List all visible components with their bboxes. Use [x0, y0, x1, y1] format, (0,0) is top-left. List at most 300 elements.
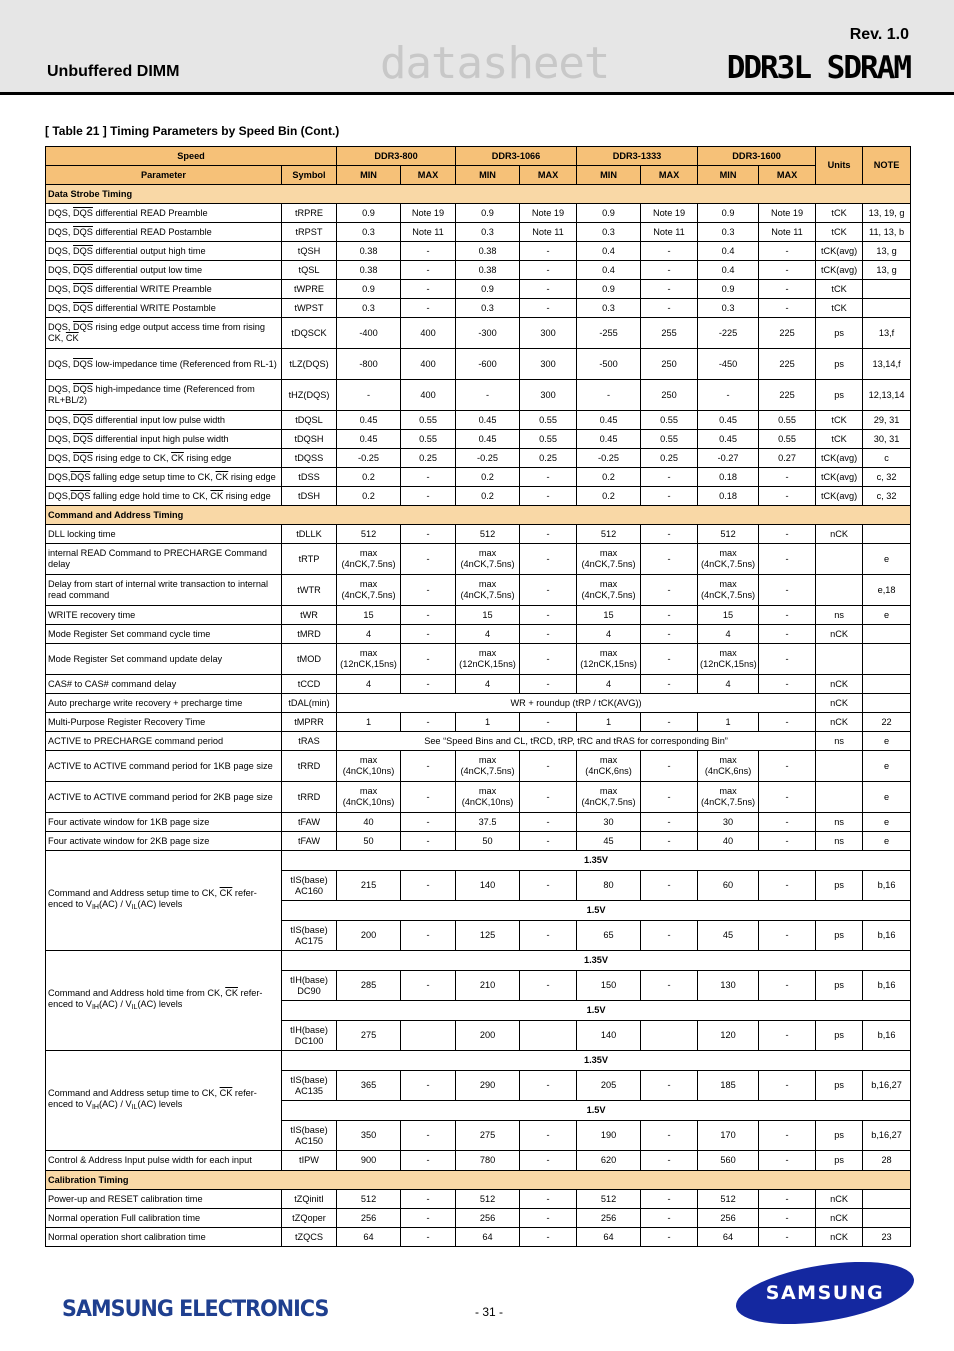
value-cell: -	[401, 625, 456, 644]
merged-value-cell: WR + roundup (tRP / tCK(AVG))	[337, 694, 816, 713]
value-cell: -	[520, 487, 577, 506]
table-row	[46, 380, 911, 411]
value-cell: 300	[520, 318, 577, 349]
value-cell: e	[863, 606, 911, 625]
value-cell: max (4nCK,7.5ns)	[456, 751, 520, 782]
value-cell: b,16	[863, 971, 911, 1001]
value-cell: -450	[698, 349, 759, 380]
value-cell: max (4nCK,7.5ns)	[698, 782, 759, 813]
table-row	[46, 487, 911, 506]
value-cell: tCK(avg)	[816, 487, 863, 506]
parameter-cell: DQS, $\overline{DQS}$ rising edge output access time from rising CK, $\overline{CK}$	[46, 318, 282, 349]
value-cell: 225	[759, 380, 816, 411]
value-cell	[641, 1021, 698, 1051]
value-cell: 780	[456, 1151, 520, 1171]
symbol-cell: tDQSCK	[282, 318, 337, 349]
section-row	[46, 185, 911, 204]
value-cell: -	[641, 1228, 698, 1247]
value-cell: -	[759, 1021, 816, 1051]
parameter-cell: DQS, $\overline{DQS}$ differential input high pulse width	[46, 430, 282, 449]
table-row	[46, 299, 911, 318]
value-cell: 130	[698, 971, 759, 1001]
note-cell	[863, 694, 911, 713]
table-row	[46, 349, 911, 380]
value-cell: 0.38	[456, 261, 520, 280]
value-cell: 0.9	[577, 204, 641, 223]
note-cell: e	[863, 732, 911, 751]
value-cell: 512	[337, 1190, 401, 1209]
parameter-cell: DQS, $\overline{DQS}$ differential input low pulse width	[46, 411, 282, 430]
value-cell: -	[759, 782, 816, 813]
value-cell: 0.45	[456, 430, 520, 449]
value-cell: 0.4	[577, 242, 641, 261]
value-cell: nCK	[816, 525, 863, 544]
value-cell: 0.9	[337, 280, 401, 299]
parameter-cell: Normal operation Full calibration time	[46, 1209, 282, 1228]
value-cell: 275	[337, 1021, 401, 1051]
value-cell: 12,13,14	[863, 380, 911, 411]
table-row	[46, 575, 911, 606]
value-cell: 40	[698, 832, 759, 851]
value-cell: Note 19	[641, 204, 698, 223]
symbol-cell: tDAL(min)	[282, 694, 337, 713]
parameter-cell: DQS, $\overline{DQS}$ differential output high time	[46, 242, 282, 261]
value-cell: 170	[698, 1121, 759, 1151]
value-cell: 0.55	[520, 411, 577, 430]
table-row	[46, 318, 911, 349]
value-cell: -500	[577, 349, 641, 380]
value-cell: 0.9	[337, 204, 401, 223]
value-cell: ps	[816, 318, 863, 349]
value-cell: 140	[456, 871, 520, 901]
value-cell: 0.45	[698, 430, 759, 449]
value-cell: 0.2	[456, 487, 520, 506]
value-cell: 256	[456, 1209, 520, 1228]
footer-brand: SAMSUNG ELECTRONICS	[62, 1297, 329, 1322]
parameter-cell: Multi-Purpose Register Recovery Time	[46, 713, 282, 732]
parameter-cell: DQS, $\overline{DQS}$ differential WRITE Postamble	[46, 299, 282, 318]
value-cell: 50	[337, 832, 401, 851]
value-cell: -	[759, 280, 816, 299]
value-cell: 0.18	[698, 487, 759, 506]
value-cell: -	[520, 544, 577, 575]
value-cell: max (12nCK,15ns)	[337, 644, 401, 675]
table-row	[46, 751, 911, 782]
value-cell: -	[401, 606, 456, 625]
voltage-label: 1.5V	[282, 1001, 911, 1021]
symbol-cell: tDSH	[282, 487, 337, 506]
symbol-cell: tRRD	[282, 751, 337, 782]
voltage-label: 1.35V	[282, 1051, 911, 1071]
value-cell: -	[401, 751, 456, 782]
symbol-cell: tQSL	[282, 261, 337, 280]
symbol-cell: tIS(base) AC160	[282, 871, 337, 901]
value-cell: 250	[641, 349, 698, 380]
parameter-cell: DQS, $\overline{DQS}$ differential WRITE Preamble	[46, 280, 282, 299]
value-cell: -	[401, 832, 456, 851]
value-cell: 0.3	[337, 299, 401, 318]
value-cell: -	[520, 971, 577, 1001]
value-cell: 0.3	[698, 223, 759, 242]
value-cell: 512	[337, 525, 401, 544]
table-row	[46, 675, 911, 694]
min-header: MIN	[577, 166, 641, 185]
value-cell: 65	[577, 921, 641, 951]
value-cell: 400	[401, 318, 456, 349]
value-cell: 13,14,f	[863, 349, 911, 380]
symbol-cell: tRAS	[282, 732, 337, 751]
table-row	[46, 449, 911, 468]
value-cell: Note 11	[641, 223, 698, 242]
value-cell: 512	[698, 1190, 759, 1209]
logo-wordmark: SAMSUNG	[765, 1282, 885, 1304]
table-row	[46, 204, 911, 223]
value-cell: 0.2	[456, 468, 520, 487]
value-cell: max (4nCK,6ns)	[698, 751, 759, 782]
value-cell: b,16	[863, 1021, 911, 1051]
value-cell	[863, 1190, 911, 1209]
value-cell: -800	[337, 349, 401, 380]
value-cell: 0.55	[759, 430, 816, 449]
value-cell: -600	[456, 349, 520, 380]
speed-bin-header: DDR3-1333	[577, 147, 698, 166]
value-cell: -	[456, 380, 520, 411]
voltage-row	[46, 951, 911, 971]
value-cell: 205	[577, 1071, 641, 1101]
value-cell: -	[641, 675, 698, 694]
value-cell: -	[641, 544, 698, 575]
value-cell: max (4nCK,7.5ns)	[337, 575, 401, 606]
value-cell: -	[759, 1209, 816, 1228]
value-cell: 350	[337, 1121, 401, 1151]
symbol-cell: tRPST	[282, 223, 337, 242]
section-title: Command and Address Timing	[46, 506, 911, 525]
value-cell: max (12nCK,15ns)	[456, 644, 520, 675]
value-cell: 0.4	[698, 261, 759, 280]
value-cell: -	[520, 832, 577, 851]
value-cell: -0.25	[456, 449, 520, 468]
value-cell: 30	[577, 813, 641, 832]
value-cell: 140	[577, 1021, 641, 1051]
value-cell: -	[759, 1071, 816, 1101]
value-cell: 60	[698, 871, 759, 901]
value-cell: -	[401, 544, 456, 575]
table-row	[46, 544, 911, 575]
value-cell: c	[863, 449, 911, 468]
value-cell: -	[520, 468, 577, 487]
value-cell: -	[401, 280, 456, 299]
value-cell: -	[759, 575, 816, 606]
symbol-cell: tWPRE	[282, 280, 337, 299]
value-cell: c, 32	[863, 468, 911, 487]
value-cell: 0.45	[698, 411, 759, 430]
table-row	[46, 1209, 911, 1228]
value-cell: max (4nCK,7.5ns)	[698, 544, 759, 575]
parameter-cell: DQS, $\overline{DQS}$ differential output low time	[46, 261, 282, 280]
value-cell: tCK	[816, 204, 863, 223]
parameter-cell: Control & Address Input pulse width for each input	[46, 1151, 282, 1171]
voltage-row	[46, 851, 911, 871]
voltage-label: 1.35V	[282, 951, 911, 971]
value-cell: max (4nCK,7.5ns)	[456, 575, 520, 606]
group-parameter-cell: Command and Address hold time from CK, $\overline{CK}$ refer-enced to $V_{IH}(AC) / V_{IL}(AC)$ levels	[46, 951, 282, 1051]
value-cell: nCK	[816, 625, 863, 644]
value-cell: max (4nCK,7.5ns)	[456, 544, 520, 575]
value-cell: -	[759, 544, 816, 575]
symbol-cell: tWPST	[282, 299, 337, 318]
symbol-cell: tDQSL	[282, 411, 337, 430]
parameter-cell: CAS# to CAS# command delay	[46, 675, 282, 694]
value-cell: 300	[520, 380, 577, 411]
value-cell: tCK	[816, 299, 863, 318]
value-cell: -	[520, 675, 577, 694]
value-cell: -	[641, 713, 698, 732]
value-cell: 1	[577, 713, 641, 732]
value-cell: 512	[456, 1190, 520, 1209]
symbol-header: Symbol	[282, 166, 337, 185]
min-header: MIN	[698, 166, 759, 185]
value-cell: -	[401, 1151, 456, 1171]
table-row	[46, 625, 911, 644]
parameter-cell: DQS, $\overline{DQS}$ high-impedance time (Referenced from RL+BL/2)	[46, 380, 282, 411]
parameter-cell: DQS, $\overline{DQS}$ rising edge to CK, $\overline{CK}$ rising edge	[46, 449, 282, 468]
symbol-cell: tQSH	[282, 242, 337, 261]
value-cell: 4	[698, 625, 759, 644]
parameter-header: Parameter	[46, 166, 282, 185]
value-cell	[863, 1209, 911, 1228]
datasheet-watermark: datasheet	[380, 38, 610, 89]
value-cell: 255	[641, 318, 698, 349]
value-cell: -	[401, 921, 456, 951]
value-cell: -	[759, 242, 816, 261]
value-cell: 15	[698, 606, 759, 625]
value-cell: -	[401, 487, 456, 506]
value-cell: 13, 19, g	[863, 204, 911, 223]
value-cell: 400	[401, 349, 456, 380]
value-cell: 0.45	[337, 411, 401, 430]
symbol-cell: tWTR	[282, 575, 337, 606]
speed-bin-header: DDR3-1600	[698, 147, 816, 166]
value-cell: -	[641, 1209, 698, 1228]
value-cell: max (4nCK,6ns)	[577, 751, 641, 782]
parameter-cell: DQS, $\overline{DQS}$ low-impedance time (Referenced from RL-1)	[46, 349, 282, 380]
value-cell: max (12nCK,15ns)	[577, 644, 641, 675]
parameter-cell: internal READ Command to PRECHARGE Command delay	[46, 544, 282, 575]
value-cell: 0.25	[641, 449, 698, 468]
value-cell: b,16,27	[863, 1121, 911, 1151]
table-row	[46, 1151, 911, 1171]
value-cell: 0.25	[520, 449, 577, 468]
value-cell: 0.2	[577, 487, 641, 506]
max-header: MAX	[401, 166, 456, 185]
value-cell: -	[401, 713, 456, 732]
table-row	[46, 606, 911, 625]
value-cell: 0.3	[577, 299, 641, 318]
value-cell: -	[641, 871, 698, 901]
value-cell: 275	[456, 1121, 520, 1151]
value-cell: ps	[816, 1071, 863, 1101]
value-cell: -	[401, 261, 456, 280]
value-cell: 4	[456, 675, 520, 694]
value-cell: tCK(avg)	[816, 261, 863, 280]
table-row	[46, 813, 911, 832]
value-cell: 0.3	[698, 299, 759, 318]
value-cell: -	[520, 1121, 577, 1151]
symbol-cell: tIH(base) DC90	[282, 971, 337, 1001]
value-cell: -255	[577, 318, 641, 349]
value-cell: 29, 31	[863, 411, 911, 430]
value-cell: 37.5	[456, 813, 520, 832]
value-cell: 0.9	[577, 280, 641, 299]
value-cell: 0.9	[456, 280, 520, 299]
symbol-cell: tFAW	[282, 813, 337, 832]
table-row	[46, 280, 911, 299]
value-cell: 0.25	[401, 449, 456, 468]
value-cell: 0.45	[337, 430, 401, 449]
value-cell: 22	[863, 713, 911, 732]
value-cell: 185	[698, 1071, 759, 1101]
value-cell	[816, 544, 863, 575]
value-cell: ps	[816, 971, 863, 1001]
value-cell: -	[520, 575, 577, 606]
table-row	[46, 713, 911, 732]
value-cell: -	[641, 525, 698, 544]
value-cell: -	[641, 832, 698, 851]
value-cell: Note 11	[520, 223, 577, 242]
value-cell: nCK	[816, 1228, 863, 1247]
value-cell: max (12nCK,15ns)	[698, 644, 759, 675]
max-header: MAX	[641, 166, 698, 185]
value-cell: -	[401, 242, 456, 261]
parameter-cell: Four activate window for 1KB page size	[46, 813, 282, 832]
value-cell: 0.2	[337, 487, 401, 506]
value-cell: -	[520, 751, 577, 782]
value-cell: 64	[698, 1228, 759, 1247]
value-cell: 256	[337, 1209, 401, 1228]
value-cell: -	[759, 971, 816, 1001]
revision-label: Rev. 1.0	[849, 26, 909, 43]
value-cell: 512	[456, 525, 520, 544]
value-cell: -	[641, 751, 698, 782]
value-cell: 40	[337, 813, 401, 832]
value-cell: 290	[456, 1071, 520, 1101]
value-cell: -0.25	[577, 449, 641, 468]
header-row-speed	[46, 147, 911, 166]
value-cell: -	[520, 242, 577, 261]
table-row	[46, 242, 911, 261]
value-cell: 125	[456, 921, 520, 951]
product-title: DDR3L SDRAM	[726, 50, 910, 86]
value-cell: ps	[816, 380, 863, 411]
value-cell: 30, 31	[863, 430, 911, 449]
value-cell: ns	[816, 813, 863, 832]
value-cell: -	[401, 871, 456, 901]
units-header: Units	[816, 147, 863, 185]
value-cell	[816, 751, 863, 782]
value-cell: 0.55	[759, 411, 816, 430]
value-cell: -	[401, 468, 456, 487]
value-cell: 250	[641, 380, 698, 411]
value-cell: -	[641, 1071, 698, 1101]
value-cell: e,18	[863, 575, 911, 606]
symbol-cell: tMPRR	[282, 713, 337, 732]
value-cell: ps	[816, 1151, 863, 1171]
value-cell: ns	[816, 832, 863, 851]
value-cell	[816, 575, 863, 606]
table-row	[46, 411, 911, 430]
value-cell	[863, 299, 911, 318]
value-cell: 64	[337, 1228, 401, 1247]
doc-subtitle: Unbuffered DIMM	[47, 63, 180, 80]
value-cell: -	[641, 280, 698, 299]
value-cell: nCK	[816, 1190, 863, 1209]
table-row	[46, 644, 911, 675]
value-cell: e	[863, 751, 911, 782]
value-cell: 150	[577, 971, 641, 1001]
value-cell: 0.27	[759, 449, 816, 468]
value-cell: 0.45	[577, 430, 641, 449]
min-header: MIN	[337, 166, 401, 185]
value-cell: -	[641, 971, 698, 1001]
value-cell: -	[520, 280, 577, 299]
group-parameter-cell: Command and Address setup time to CK, $\overline{CK}$ refer-enced to $V_{IH}(AC) / V_{IL}(AC)$ levels	[46, 1051, 282, 1151]
value-cell: -	[641, 813, 698, 832]
value-cell: -	[401, 644, 456, 675]
table-row	[46, 832, 911, 851]
value-cell: c, 32	[863, 487, 911, 506]
parameter-cell: Auto precharge write recovery + precharge time	[46, 694, 282, 713]
parameter-cell: WRITE recovery time	[46, 606, 282, 625]
value-cell	[863, 644, 911, 675]
samsung-logo	[733, 1259, 923, 1332]
value-cell: ps	[816, 1121, 863, 1151]
value-cell: -	[641, 487, 698, 506]
table-row	[46, 261, 911, 280]
value-cell: -	[520, 871, 577, 901]
value-cell: 0.18	[698, 468, 759, 487]
units-cell: ns	[816, 732, 863, 751]
value-cell: -	[641, 575, 698, 606]
value-cell: max (4nCK,10ns)	[337, 782, 401, 813]
value-cell: 0.3	[456, 223, 520, 242]
value-cell: nCK	[816, 1209, 863, 1228]
parameter-cell: ACTIVE to ACTIVE command period for 2KB page size	[46, 782, 282, 813]
value-cell: b,16,27	[863, 1071, 911, 1101]
value-cell: 512	[577, 1190, 641, 1209]
symbol-cell: tCCD	[282, 675, 337, 694]
value-cell: 45	[698, 921, 759, 951]
value-cell: 4	[337, 675, 401, 694]
value-cell: 620	[577, 1151, 641, 1171]
value-cell: 0.2	[577, 468, 641, 487]
value-cell: -	[641, 625, 698, 644]
value-cell: -	[401, 971, 456, 1001]
value-cell: 0.3	[577, 223, 641, 242]
table-row	[46, 525, 911, 544]
symbol-cell: tDSS	[282, 468, 337, 487]
symbol-cell: tIS(base) AC135	[282, 1071, 337, 1101]
parameter-cell: Delay from start of internal write transaction to internal read command	[46, 575, 282, 606]
value-cell: -	[520, 644, 577, 675]
value-cell: -	[759, 1228, 816, 1247]
value-cell: -	[759, 487, 816, 506]
value-cell: 200	[337, 921, 401, 951]
value-cell: -	[759, 606, 816, 625]
value-cell: -	[401, 1121, 456, 1151]
value-cell: 13, g	[863, 261, 911, 280]
value-cell: 64	[577, 1228, 641, 1247]
value-cell: max (4nCK,7.5ns)	[698, 575, 759, 606]
